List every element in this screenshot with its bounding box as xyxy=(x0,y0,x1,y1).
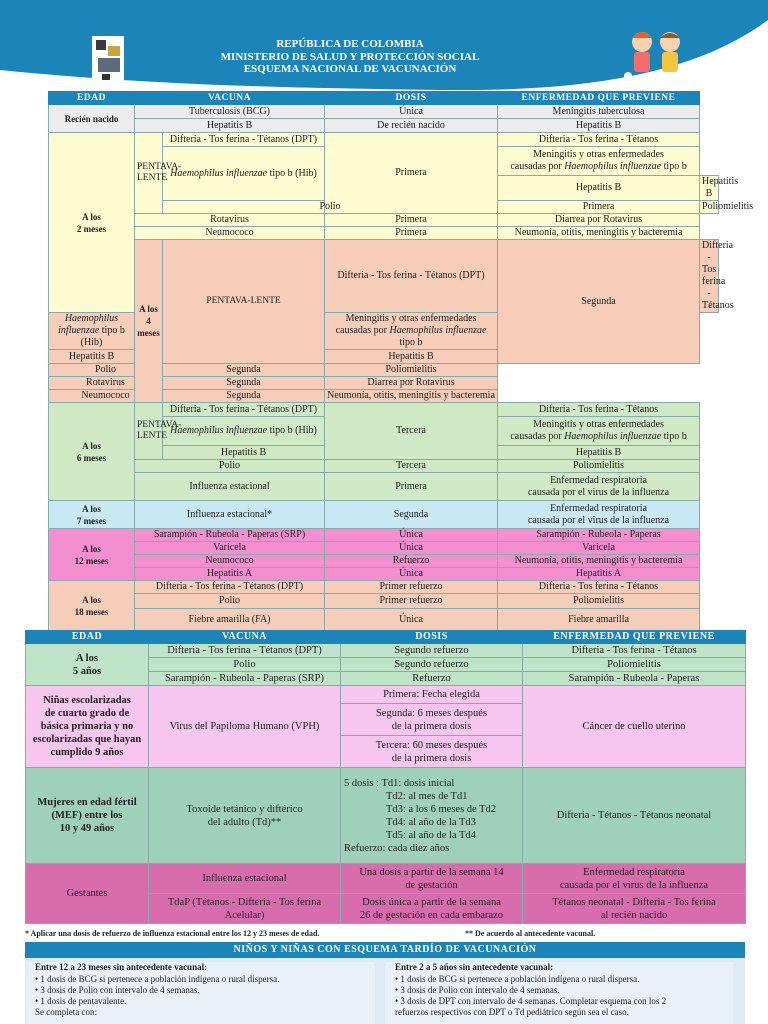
disease-text: tipo b xyxy=(661,431,687,442)
vaccine-cell xyxy=(49,313,135,350)
dose-cell xyxy=(341,736,523,768)
children-illustration xyxy=(620,26,698,86)
dose-cell: Segundo refuerzo xyxy=(341,644,523,658)
vaccine-cell: Tuberculosis (BCG) xyxy=(135,105,325,119)
dose-line: Dosis única a partir de la semana xyxy=(362,896,501,908)
dose-cell xyxy=(341,864,523,894)
vaccine-cell: Hepatitis B xyxy=(135,119,325,133)
dose-line: Tercera: 60 meses después xyxy=(375,739,488,751)
disease-cell: Hepatitis B xyxy=(325,350,498,364)
dose-cell: Segunda xyxy=(163,377,325,390)
disease-cell: Meningitis tuberculosa xyxy=(498,105,700,119)
vaccine-cell: Neumococo xyxy=(49,390,163,403)
ministry-logo xyxy=(78,6,136,86)
dose-cell: Refuerzo xyxy=(341,672,523,686)
vaccine-line: TdaP (Tétanos - Difteria - Tos ferina xyxy=(167,896,322,908)
vaccine-cell: Influenza estacional xyxy=(135,473,325,501)
dose-line: de gestación xyxy=(405,879,458,891)
page-title xyxy=(170,38,530,76)
age-7-meses xyxy=(49,501,135,529)
dose-cell: Primera xyxy=(325,473,498,501)
dose-cell: Primera xyxy=(325,133,498,214)
disease-cell xyxy=(498,417,700,446)
dose-cell: Única xyxy=(325,542,498,555)
late-left-item: • 3 dosis de Polio con intervalo de 4 semanas. xyxy=(35,985,200,995)
age-2-meses xyxy=(49,133,135,313)
disease-text: causadas por xyxy=(510,431,565,442)
disease-cell: Hepatitis B xyxy=(700,176,719,201)
disease-line: Enfermedad respiratoria xyxy=(583,866,685,878)
vaccine-cell: Hepatitis B xyxy=(49,350,135,364)
dose-cell: Primer refuerzo xyxy=(325,594,498,609)
disease-italic: Haemophilus influenzae xyxy=(564,431,662,442)
age-line: (MEF) entre los xyxy=(51,810,123,821)
age-18-meses xyxy=(49,581,135,631)
disease-cell: Diarrea por Rotavirus xyxy=(498,214,700,227)
disease-cell xyxy=(523,864,746,894)
dose-line: Td2: al mes de Td1 xyxy=(386,790,468,802)
vaccine-cell: Difteria - Tos ferina - Tétanos (DPT) xyxy=(135,581,325,594)
disease-cell: Sarampión - Rubeola - Paperas xyxy=(498,529,700,542)
col-enfermedad: ENFERMEDAD QUE PREVIENE xyxy=(498,92,700,105)
vaccine-cell: Neumococo xyxy=(135,227,325,240)
vaccine-cell: Polio xyxy=(135,460,325,473)
disease-italic: Haemophilus influenzae xyxy=(389,325,487,336)
dose-cell: Única xyxy=(325,568,498,581)
disease-cell: Difteria - Tos ferina - Tétanos xyxy=(498,133,700,147)
dose-cell: Refuerzo xyxy=(325,555,498,568)
age-line: 10 y 49 años xyxy=(59,823,115,834)
disease-text: causadas por xyxy=(510,161,565,172)
vaccine-cell: Varicela xyxy=(135,542,325,555)
age-ninas-vph xyxy=(26,686,149,768)
disease-text: tipo b xyxy=(661,161,687,172)
late-right-title: Entre 2 a 5 años sin antecedente vacunal: xyxy=(395,962,554,972)
footnote-antecedente: ** De acuerdo al antecedente vacunal. xyxy=(465,929,596,938)
disease-cell: Hepatitis B xyxy=(498,119,700,133)
age-5-anos xyxy=(26,644,149,686)
vaccine-cell: Fiebre amarilla (FA) xyxy=(135,609,325,631)
vaccine-cell xyxy=(163,417,325,446)
disease-cell: Diarrea por Rotavirus xyxy=(325,377,498,390)
vaccine-line: del adulto (Td)** xyxy=(207,816,282,828)
disease-text: causadas por xyxy=(335,325,390,336)
vaccine-text: tipo b (Hib) xyxy=(267,167,317,179)
late-schedule-panel xyxy=(25,942,745,1024)
dose-cell: Primera xyxy=(325,214,498,227)
pentavalente-label: PENTAVA-LENTE xyxy=(135,133,163,214)
age-line: A los xyxy=(139,304,158,314)
age-line: 5 años xyxy=(72,665,102,677)
vaccine-line: Toxoide tetánico y diftérico xyxy=(186,803,303,815)
vaccine-cell: Difteria - Tos ferina - Tétanos (DPT) xyxy=(163,133,325,147)
age-line: Niñas escolarizadas xyxy=(43,695,131,706)
age-line: 2 meses xyxy=(76,223,107,234)
disease-cell xyxy=(325,313,498,350)
disease-cell: Poliomielitis xyxy=(325,364,498,377)
dose-cell: Primera: Fecha elegida xyxy=(341,686,523,704)
disease-cell xyxy=(498,147,700,176)
late-right-item: • 3 dosis de Polio con intervalo de 4 semanas. xyxy=(395,985,560,995)
late-right-item: • 1 dosis de BCG si pertenece a población indígena o rural dispersa. xyxy=(395,974,640,984)
age-line: A los xyxy=(82,594,101,605)
dose-cell: Segunda xyxy=(163,390,325,403)
disease-cell: Neumonía, otitis, meningitis y bacteremia xyxy=(498,227,700,240)
disease-cell: Neumonía, otitis, meningitis y bacteremia xyxy=(325,390,498,403)
vaccine-cell: Hepatitis B xyxy=(498,176,700,201)
disease-line: Tétanos neonatal - Difteria - Tos ferina xyxy=(552,896,716,908)
age-line: A los xyxy=(82,543,101,554)
age-line: Mujeres en edad fértil xyxy=(37,797,137,808)
dose-cell: Segundo refuerzo xyxy=(341,658,523,672)
title-line-2: MINISTERIO DE SALUD Y PROTECCIÓN SOCIAL xyxy=(220,50,480,63)
vaccine-text: tipo b (Hib) xyxy=(267,425,317,436)
col-dosis: DOSIS xyxy=(341,631,523,644)
age-line: básica primaria y no xyxy=(40,721,134,732)
age-line: A los xyxy=(82,211,101,222)
disease-cell: Neumonía, otitis, meningitis y bacteremia xyxy=(498,555,700,568)
col-vacuna: VACUNA xyxy=(135,92,325,105)
disease-italic: Haemophilus influenzae xyxy=(564,161,662,172)
vaccine-cell: Sarampión - Rubeola - Paperas (SRP) xyxy=(149,672,341,686)
age-12-meses xyxy=(49,529,135,581)
dose-line: Refuerzo: cada diez años xyxy=(344,842,450,854)
disease-cell xyxy=(498,473,700,501)
disease-cell xyxy=(523,894,746,924)
schedule-table-older xyxy=(25,630,746,924)
dose-line: Una dosis a partir de la semana 14 xyxy=(359,866,504,878)
late-right-item: • 3 dosis de DPT con intervalo de 4 semanas. Completar esquema con los 2 xyxy=(395,996,667,1006)
disease-text: tipo b xyxy=(399,337,423,348)
dose-cell: Segunda xyxy=(163,364,325,377)
age-recien-nacido: Recién nacido xyxy=(49,105,135,133)
dose-cell: Primer refuerzo xyxy=(325,581,498,594)
dose-cell xyxy=(341,704,523,736)
age-line: 6 meses xyxy=(76,452,107,463)
vaccine-italic: Haemophilus influenzae xyxy=(170,425,268,436)
vaccine-line: Acelular) xyxy=(224,909,265,921)
pentavalente-label: PENTAVA-LENTE xyxy=(135,403,163,460)
vaccine-cell: Rotavirus xyxy=(49,377,163,390)
dose-line: Td4: al año de la Td3 xyxy=(386,816,476,828)
late-right-column xyxy=(385,962,735,1018)
col-vacuna: VACUNA xyxy=(149,631,341,644)
dose-cell: Segunda xyxy=(498,240,700,364)
col-edad: EDAD xyxy=(26,631,149,644)
dose-cell xyxy=(341,894,523,924)
vaccine-cell: Neumococo xyxy=(135,555,325,568)
disease-cell: Poliomielitis xyxy=(498,460,700,473)
col-enfermedad: ENFERMEDAD QUE PREVIENE xyxy=(523,631,746,644)
disease-cell: Sarampión - Rubeola - Paperas xyxy=(523,672,746,686)
disease-line: Meningitis y otras enfermedades xyxy=(533,419,664,430)
disease-cell: Poliomielitis xyxy=(498,594,700,609)
vaccine-cell: Polio xyxy=(135,594,325,609)
schedule-table-infants xyxy=(48,91,754,631)
disease-line: Enfermedad respiratoria xyxy=(550,502,647,514)
dose-cell: Única xyxy=(325,609,498,631)
late-left-item: • 1 dosis de BCG si pertenece a población indígena o rural dispersa. xyxy=(35,974,280,984)
disease-line: causada por el virus de la influenza xyxy=(527,486,670,498)
vaccine-cell: Influenza estacional* xyxy=(135,501,325,529)
age-mef xyxy=(26,768,149,864)
dose-cell: Única xyxy=(325,105,498,119)
late-schedule-title: NIÑOS Y NIÑAS CON ESQUEMA TARDÍO DE VACUNACIÓN xyxy=(25,942,745,958)
age-6-meses xyxy=(49,403,135,501)
vaccine-text: tipo b (Hib) xyxy=(80,325,125,348)
vaccine-cell: Influenza estacional xyxy=(149,864,341,894)
age-line: de cuarto grado de xyxy=(44,708,130,719)
age-line: A los xyxy=(82,503,101,514)
vaccine-italic: Haemophilus influenzae xyxy=(170,167,268,179)
disease-cell: Difteria - Tos ferina - Tétanos xyxy=(498,581,700,594)
disease-cell: Cáncer de cuello uterino xyxy=(523,686,746,768)
age-line: escolarizadas que hayan xyxy=(32,734,142,745)
footnote-influenza: * Aplicar una dosis de refuerzo de influenza estacional entre los 12 y 23 meses de edad. xyxy=(25,929,320,938)
late-left-item: Se completa con: xyxy=(35,1007,97,1017)
dose-cell: Tercera xyxy=(325,403,498,460)
disease-cell: Difteria - Tos ferina - Tétanos xyxy=(700,240,719,313)
vaccine-cell: Hepatitis A xyxy=(135,568,325,581)
dose-line: 5 dosis : Td1: dosis inicial xyxy=(344,777,455,789)
disease-cell: Difteria - Tétanos - Tétanos neonatal xyxy=(523,768,746,864)
vaccine-italic: Haemophilus influenzae xyxy=(58,313,119,336)
vaccine-cell xyxy=(149,894,341,924)
col-dosis: DOSIS xyxy=(325,92,498,105)
vaccine-cell: Sarampión - Rubeola - Paperas (SRP) xyxy=(135,529,325,542)
dose-cell: Tercera xyxy=(325,460,498,473)
disease-cell: Difteria - Tos ferina - Tétanos xyxy=(498,403,700,417)
dose-line: 26 de gestación en cada embarazo xyxy=(359,909,504,921)
dose-line: de la primera dosis xyxy=(391,720,472,732)
vaccine-cell: Hepatitis B xyxy=(163,446,325,460)
age-line: A los xyxy=(82,440,101,451)
vaccine-cell: Difteria - Tos ferina - Tétanos (DPT) xyxy=(149,644,341,658)
dose-line: de la primera dosis xyxy=(391,752,472,764)
age-line: cumplido 9 años xyxy=(50,747,124,758)
vaccine-cell xyxy=(163,147,325,201)
disease-line: Meningitis y otras enfermedades xyxy=(533,149,664,160)
dose-line: Td5: al año de la Td4 xyxy=(386,829,476,841)
dose-cell: Primera xyxy=(498,201,700,214)
vaccine-cell: Rotavirus xyxy=(135,214,325,227)
disease-cell: Poliomielitis xyxy=(523,658,746,672)
dose-cell: Única xyxy=(325,529,498,542)
disease-cell: Difteria - Tos ferina - Tétanos xyxy=(523,644,746,658)
vaccine-cell: Polio xyxy=(163,201,498,214)
title-line-3: ESQUEMA NACIONAL DE VACUNACIÓN xyxy=(243,63,457,75)
disease-cell: Poliomielitis xyxy=(700,201,719,214)
disease-line: al recién nacido xyxy=(600,909,668,921)
vaccine-cell: Polio xyxy=(149,658,341,672)
age-line: 4 meses xyxy=(137,316,160,338)
age-line: A los xyxy=(76,652,98,664)
age-line: 7 meses xyxy=(76,515,107,526)
dose-line: Segunda: 6 meses después xyxy=(375,707,488,719)
disease-line: Enfermedad respiratoria xyxy=(550,474,647,486)
age-gestantes: Gestantes xyxy=(26,864,149,924)
title-line-1: REPÚBLICA DE COLOMBIA xyxy=(276,38,424,50)
age-line: 12 meses xyxy=(74,555,109,566)
vaccine-cell: Difteria - Tos ferina - Tétanos (DPT) xyxy=(163,403,325,417)
disease-line: causada por el virus de la influenza xyxy=(559,879,709,891)
pentavalente-label: PENTAVA-LENTE xyxy=(163,240,325,364)
disease-cell: Hepatitis A xyxy=(498,568,700,581)
vaccine-cell xyxy=(149,768,341,864)
dose-line: Td3: a los 6 meses de Td2 xyxy=(386,803,497,815)
dose-cell: De recién nacido xyxy=(325,119,498,133)
disease-line: Meningitis y otras enfermedades xyxy=(345,313,477,324)
late-right-item: refuerzos respectivos con DPT o Td pediátrico según sea el caso. xyxy=(395,1007,629,1017)
col-edad: EDAD xyxy=(49,92,135,105)
late-left-column xyxy=(25,962,375,1018)
late-left-item: • 1 dosis de pentavalente. xyxy=(35,996,127,1006)
vaccine-cell: Virus del Papiloma Humano (VPH) xyxy=(149,686,341,768)
vaccine-cell: Difteria - Tos ferina - Tétanos (DPT) xyxy=(325,240,498,313)
disease-cell: Fiebre amarilla xyxy=(498,609,700,631)
disease-line: causada por el virus de la influenza xyxy=(527,514,670,526)
age-line: 18 meses xyxy=(74,606,109,617)
disease-cell xyxy=(498,501,700,529)
disease-cell: Varicela xyxy=(498,542,700,555)
dose-cell xyxy=(341,768,523,864)
disease-cell: Hepatitis B xyxy=(498,446,700,460)
dose-cell: Segunda xyxy=(325,501,498,529)
late-left-title: Entre 12 a 23 meses sin antecedente vacunal: xyxy=(35,962,208,972)
dose-cell: Primera xyxy=(325,227,498,240)
vaccine-cell: Polio xyxy=(49,364,163,377)
